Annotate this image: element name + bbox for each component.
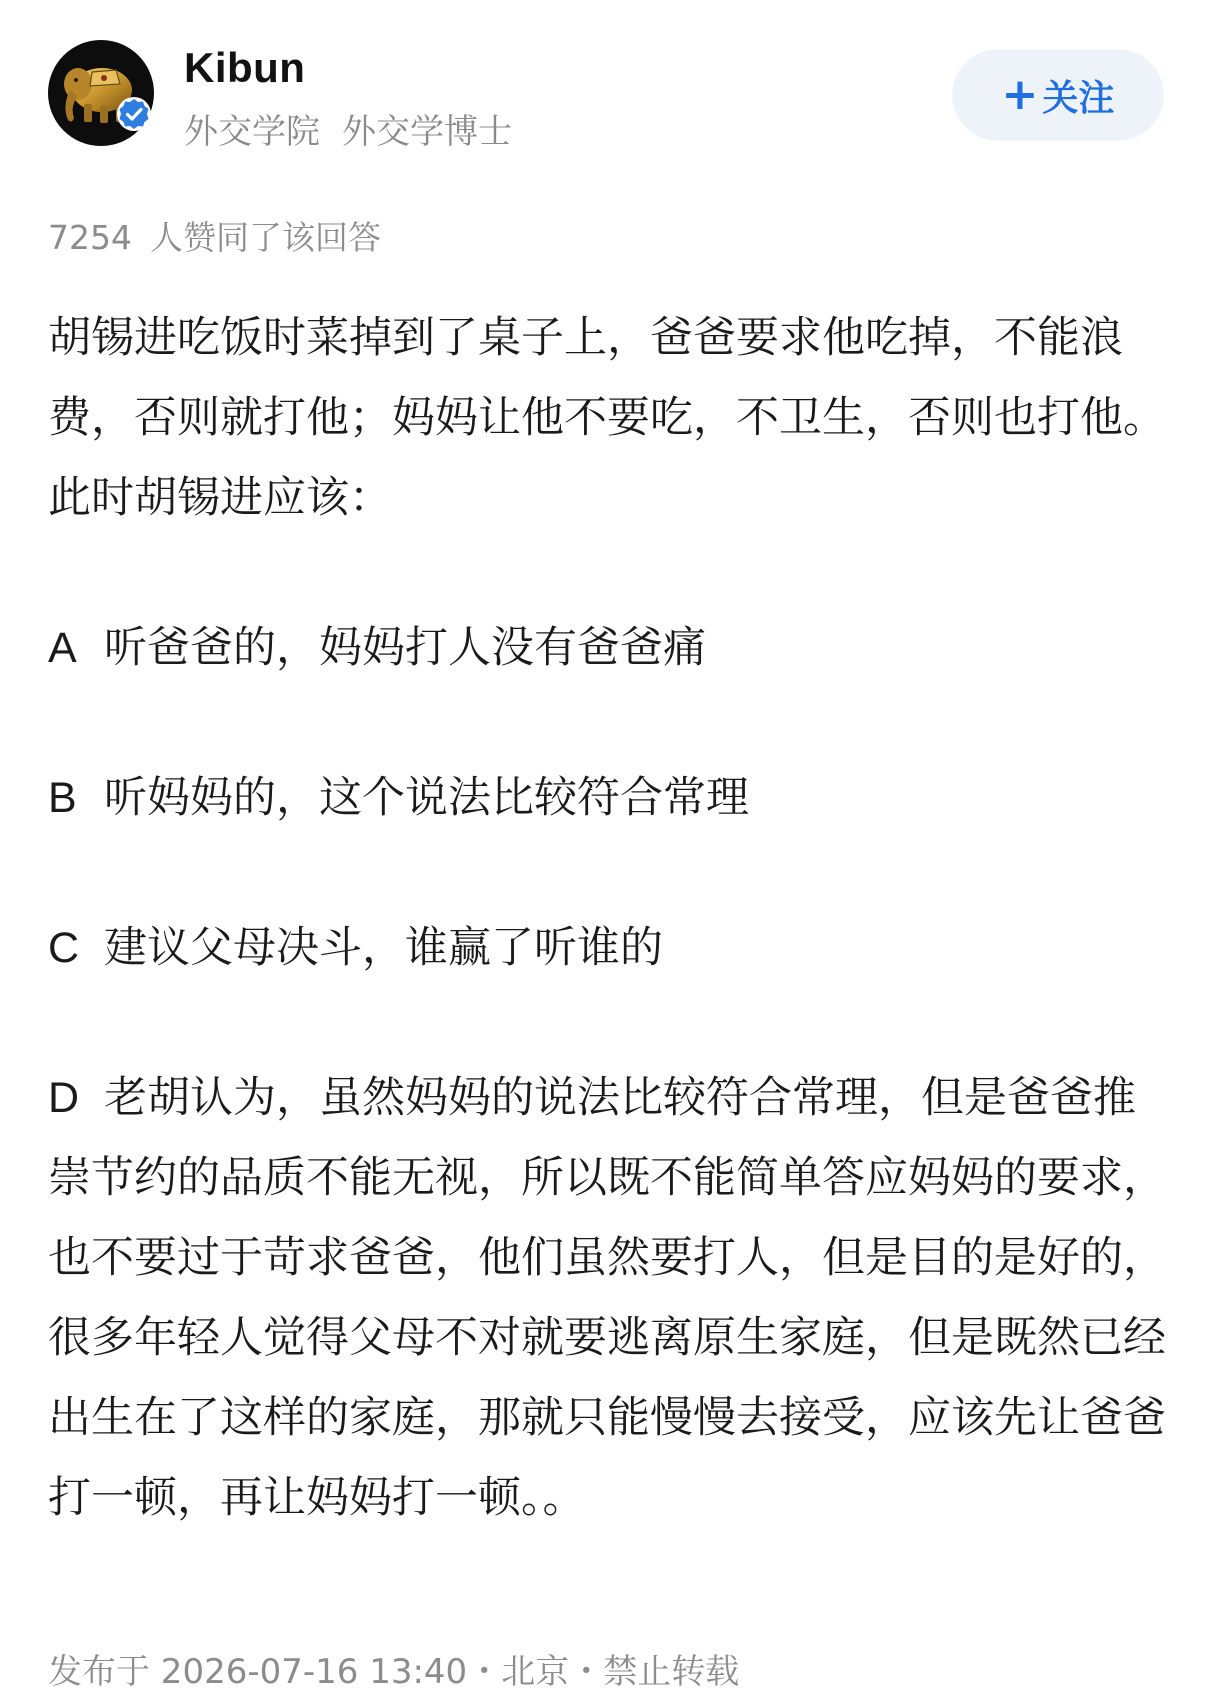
option-c xyxy=(48,908,1168,988)
option-text: 听妈妈的，这个说法比较符合常理 xyxy=(104,773,749,823)
author-credentials xyxy=(184,104,512,153)
option-a xyxy=(48,608,1168,688)
question-paragraph: 胡锡进吃饭时菜掉到了桌子上，爸爸要求他吃掉，不能浪费，否则就打他；妈妈让他不要吃，不卫生，否则也打他。此时胡锡进应该： xyxy=(48,313,1166,523)
option-text: 建议父母决斗，谁赢了听谁的 xyxy=(104,923,663,973)
verified-badge-icon xyxy=(116,96,152,132)
option-letter: D xyxy=(48,1074,80,1122)
upvote-text: 人赞同了该回答 xyxy=(149,218,381,257)
option-text: 听爸爸的，妈妈打人没有爸爸痛 xyxy=(104,623,706,673)
answer-content xyxy=(48,298,1168,1538)
publish-info: 发布于 2026-07-16 13:40・北京・禁止转载 xyxy=(48,1652,740,1692)
option-d xyxy=(48,1058,1168,1538)
option-letter: B xyxy=(48,774,77,822)
follow-button-label: 关注 xyxy=(1042,77,1115,119)
author-avatar[interactable] xyxy=(48,40,154,146)
option-letter: A xyxy=(48,624,77,672)
author-name[interactable]: Kibun xyxy=(184,44,306,91)
upvote-summary xyxy=(48,212,381,259)
upvote-count: 7254 xyxy=(48,218,132,257)
option-b xyxy=(48,758,1168,838)
follow-button[interactable] xyxy=(953,50,1163,140)
option-text: 老胡认为，虽然妈妈的说法比较符合常理，但是爸爸推崇节约的品质不能无视，所以既不能简单答应妈妈的要求，也不要过于苛求爸爸，他们虽然要打人，但是目的是好的，很多年轻人觉得父母不对就要逃离原生家庭，但是既然已经出生在了这样的家庭，那就只能慢慢去接受，应该先让爸爸打一顿，再让妈妈打一顿。。 xyxy=(48,1073,1166,1523)
author-degree: 外交学博士 xyxy=(342,112,512,152)
author-school: 外交学院 xyxy=(184,112,320,152)
answer-author-header xyxy=(48,40,1168,152)
option-letter: C xyxy=(48,924,80,972)
plus-icon: + xyxy=(1001,69,1039,120)
